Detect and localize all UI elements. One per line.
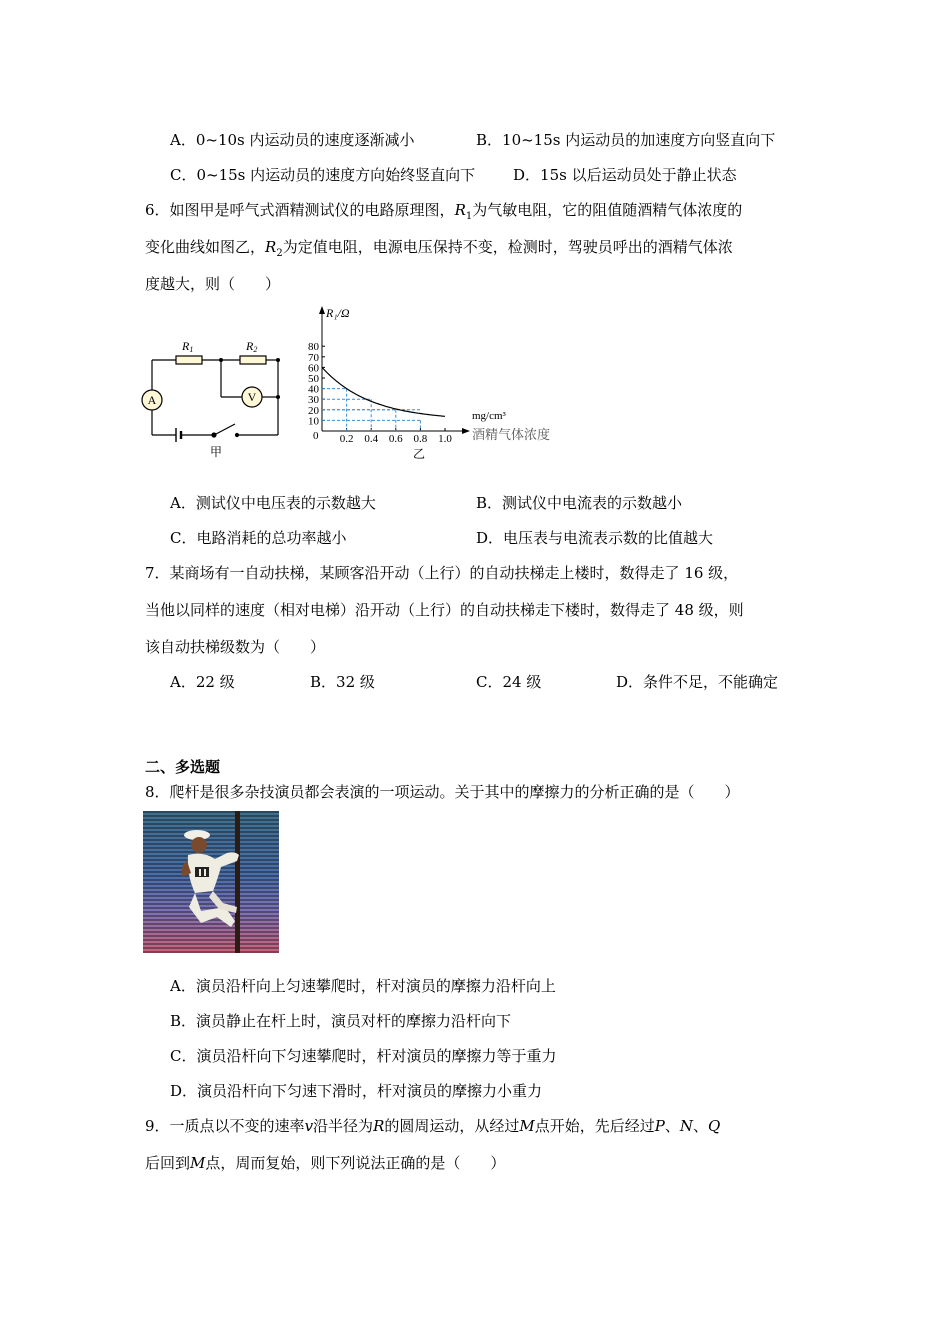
q6-circuit-diagram <box>140 330 290 465</box>
graph-y-tick-label: 70 <box>308 351 319 364</box>
q6-option-a: A．测试仪中电压表的示数越大 <box>170 494 376 512</box>
q7-stem-line3: 该自动扶梯级数为（ ） <box>145 638 326 656</box>
q8-option-d: D．演员沿杆向下匀速下滑时，杆对演员的摩擦力小重力 <box>170 1082 543 1100</box>
graph-x-tick-label: 0.6 <box>388 433 403 445</box>
graph-x-label: 酒精气体浓度 <box>472 427 551 442</box>
circuit-r1-label: R1 <box>182 339 194 354</box>
graph-resistance-curve <box>322 367 445 416</box>
q5-option-a: A．0~10s 内运动员的速度逐渐减小 <box>170 131 415 149</box>
q8-pole-climber-photo <box>143 811 279 953</box>
q6-option-d: D．电压表与电流表示数的比值越大 <box>476 529 714 547</box>
q5-option-b: B．10~15s 内运动员的加速度方向竖直向下 <box>476 131 776 149</box>
q7-option-c: C．24 级 <box>476 673 542 691</box>
ammeter-label: A <box>147 393 157 407</box>
q8-stem: 8．爬杆是很多杂技演员都会表演的一项运动。关于其中的摩擦力的分析正确的是（ ） <box>145 783 740 801</box>
q9-stem-line2: 后回到M点，周而复始，则下列说法正确的是（ ） <box>145 1154 506 1172</box>
q7-option-a: A．22 级 <box>170 673 235 691</box>
circuit-caption: 甲 <box>209 445 223 459</box>
graph-y-tick-label: 10 <box>308 415 319 428</box>
graph-y-tick-label: 30 <box>308 394 319 407</box>
q6-stem-line1: 6．如图甲是呼气式酒精测试仪的电路原理图，$R_1$为气敏电阻，它的阻值随酒精气体浓度的 <box>145 201 743 222</box>
graph-x-unit: mg/cm³ <box>472 410 506 422</box>
graph-caption: 乙 <box>412 447 426 461</box>
q8-option-b: B．演员静止在杆上时，演员对杆的摩擦力沿杆向下 <box>170 1012 512 1030</box>
graph-x-tick-label: 0.8 <box>413 433 428 445</box>
circuit-r2-label: R2 <box>246 339 258 354</box>
q8-option-c: C．演员沿杆向下匀速攀爬时，杆对演员的摩擦力等于重力 <box>170 1047 557 1065</box>
graph-y-arrow <box>319 306 325 314</box>
graph-y-tick-label: 60 <box>308 362 319 375</box>
graph-y-tick-label: 40 <box>308 383 319 396</box>
graph-y-tick-label: 20 <box>308 404 319 417</box>
q6-resistance-graph <box>296 300 576 465</box>
r1-resistor <box>176 356 202 364</box>
q7-stem-line2: 当他以同样的速度（相对电梯）沿开动（上行）的自动扶梯走下楼时，数得走了 48 级，则 <box>145 601 744 619</box>
q7-option-d: D．条件不足，不能确定 <box>616 673 779 691</box>
q8-option-a: A．演员沿杆向上匀速攀爬时，杆对演员的摩擦力沿杆向上 <box>170 977 556 995</box>
q7-stem-line1: 7．某商场有一自动扶梯，某顾客沿开动（上行）的自动扶梯走上楼时，数得走了 16 级， <box>145 564 739 582</box>
q6-option-c: C．电路消耗的总功率越小 <box>170 529 347 547</box>
graph-x-tick-label: 0.2 <box>339 433 354 445</box>
graph-x-tick-label: 0.4 <box>364 433 379 445</box>
q9-stem-line1: 9．一质点以不变的速率v沿半径为R的圆周运动，从经过M点开始，先后经过P、N、Q <box>145 1117 721 1135</box>
q6-stem-line2: 变化曲线如图乙，$R_2$为定值电阻，电源电压保持不变，检测时，驾驶员呼出的酒精气体浓 <box>145 238 733 259</box>
graph-y-tick-label: 50 <box>308 373 319 385</box>
graph-x-arrow <box>462 428 470 434</box>
graph-y-tick-label: 80 <box>308 341 319 354</box>
graph-origin-label: 0 <box>313 430 319 442</box>
graph-x-tick-label: 1.0 <box>438 433 452 445</box>
q7-option-b: B．32 级 <box>310 673 375 691</box>
q6-stem-line3: 度越大，则（ ） <box>145 275 281 293</box>
graph-y-axis-label: R₁/Ω <box>326 306 350 320</box>
voltmeter-label: V <box>247 390 257 404</box>
q5-option-c: C．0~15s 内运动员的速度方向始终竖直向下 <box>170 166 476 184</box>
r2-resistor <box>240 356 266 364</box>
q6-option-b: B．测试仪中电流表的示数越小 <box>476 494 683 512</box>
section-title-multiple-choice: 二、多选题 <box>145 758 221 776</box>
q5-option-d: D．15s 以后运动员处于静止状态 <box>513 166 737 184</box>
